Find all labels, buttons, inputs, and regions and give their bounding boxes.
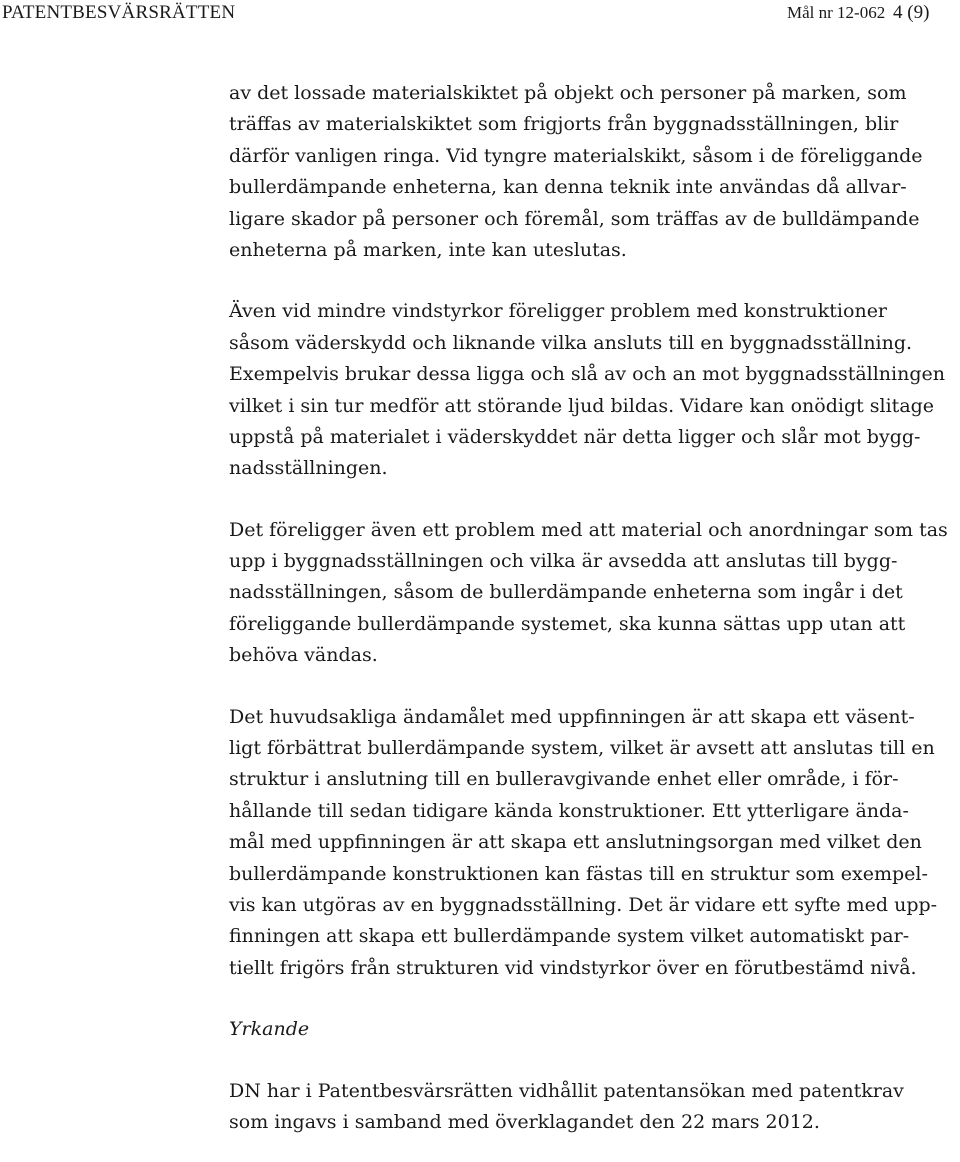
text-line: mål med uppfinningen är att skapa ett anslutningsorgan med vilket den (229, 831, 922, 854)
text-line: därför vanligen ringa. Vid tyngre materialskikt, såsom i de föreliggande (229, 144, 923, 167)
text-line: hållande till sedan tidigare kända konstruktioner. Ett ytterligare ända- (229, 799, 909, 822)
paragraph-gap (229, 266, 960, 296)
text-line: träffas av materialskiktet som frigjorts från byggnadsställningen, blir (229, 113, 899, 136)
paragraph-gap (229, 672, 960, 702)
paragraph-gap (229, 485, 960, 515)
page-number: 4 (9) (893, 2, 930, 23)
text-line: ligt förbättrat bullerdämpande system, vilket är avsett att anslutas till en (229, 737, 935, 760)
paragraph (229, 78, 960, 266)
text-line: vilket i sin tur medför att störande ljud bildas. Vidare kan onödigt slitage (229, 394, 935, 417)
paragraph (229, 296, 960, 484)
text-line: upp i byggnadsställningen och vilka är avsedda att anslutas till bygg- (229, 550, 898, 573)
page-header (0, 2, 960, 30)
paragraph-gap (229, 984, 960, 1014)
text-line: finningen att skapa ett bullerdämpande system vilket automatiskt par- (229, 925, 910, 948)
section-heading: Yrkande (229, 1018, 310, 1041)
text-line: uppstå på materialet i väderskyddet när detta ligger och slår mot bygg- (229, 425, 921, 448)
text-line: av det lossade materialskiktet på objekt och personer på marken, som (229, 82, 907, 104)
case-number: Mål nr 12-062 (787, 3, 886, 22)
text-line: bullerdämpande enheterna, kan denna teknik inte användas då allvar- (229, 176, 907, 199)
paragraph (229, 702, 960, 985)
document-body (229, 78, 960, 1138)
text-line: Det föreligger även ett problem med att material och anordningar som tas (229, 518, 948, 541)
paragraph (229, 1076, 960, 1139)
text-line: enheterna på marken, inte kan uteslutas. (229, 238, 627, 261)
text-line: såsom väderskydd och liknande vilka ansluts till en byggnadsställning. (229, 331, 913, 354)
court-name: PATENTBESVÄRSRÄTTEN (2, 2, 236, 23)
text-line: ligare skador på personer och föremål, som träffas av de bulldämpande (229, 207, 920, 230)
text-line: nadsställningen, såsom de bullerdämpande enheterna som ingår i det (229, 581, 903, 604)
text-line: nadsställningen. (229, 457, 388, 480)
text-line: tiellt frigörs från strukturen vid vindstyrkor över en förutbestämd nivå. (229, 956, 917, 979)
text-line: vis kan utgöras av en byggnadsställning. Det är vidare ett syfte med upp- (229, 893, 938, 916)
text-line: Det huvudsakliga ändamålet med uppfinningen är att skapa ett väsent- (229, 705, 915, 728)
text-line: behöva vändas. (229, 644, 378, 667)
text-line: Exempelvis brukar dessa ligga och slå av och an mot byggnadsställningen (229, 363, 945, 386)
paragraph (229, 515, 960, 672)
text-line: Även vid mindre vindstyrkor föreligger problem med konstruktioner (229, 300, 888, 323)
text-line: struktur i anslutning till en bulleravgivande enhet eller område, i för- (229, 768, 899, 791)
text-line: DN har i Patentbesvärsrätten vidhållit patentansökan med patentkrav (229, 1079, 904, 1102)
text-line: föreliggande bullerdämpande systemet, ska kunna sättas upp utan att (229, 612, 906, 635)
text-line: bullerdämpande konstruktionen kan fästas till en struktur som exempel- (229, 862, 928, 885)
text-line: som ingavs i samband med överklagandet den 22 mars 2012. (229, 1110, 820, 1133)
paragraph-gap (229, 1046, 960, 1076)
